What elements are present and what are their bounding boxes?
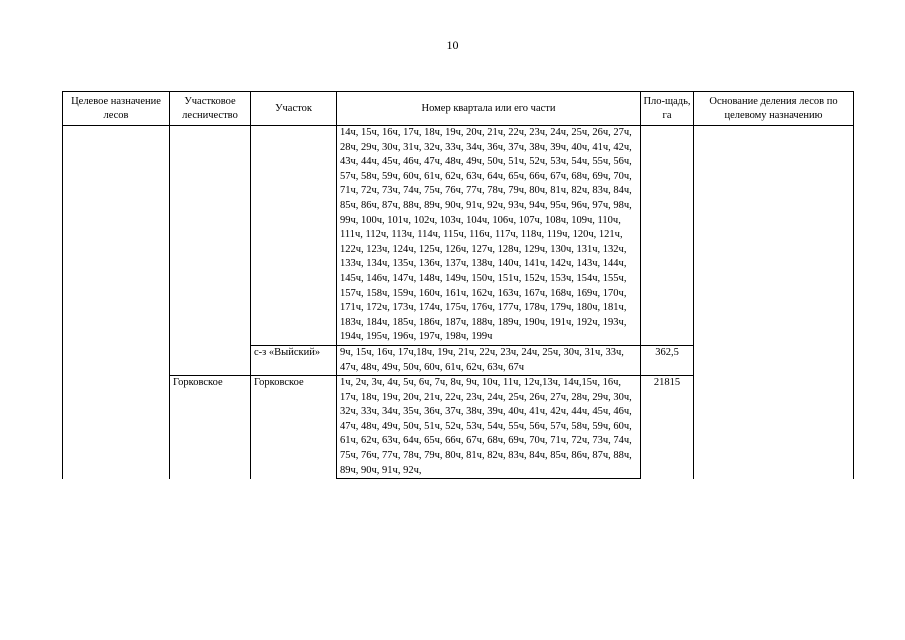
- page-number: 10: [446, 38, 459, 52]
- site-cell: с-з «Выйский»: [251, 345, 337, 375]
- header-area: Пло-щадь, га: [641, 92, 694, 126]
- quarters-cell: 9ч, 15ч, 16ч, 17ч,18ч, 19ч, 21ч, 22ч, 23ч, 24ч, 25ч, 30ч, 31ч, 33ч, 47ч, 48ч, 49ч, 50ч, 60ч, 61ч, 62ч, 63ч, 67ч: [337, 345, 641, 375]
- table-header-row: [63, 92, 854, 126]
- site-cell: Горковское: [251, 376, 337, 479]
- header-district: Участковое лесничество: [170, 92, 251, 126]
- basis-cell: [694, 126, 854, 479]
- header-purpose: Целевое назначение лесов: [63, 92, 170, 126]
- purpose-cell: [63, 126, 170, 479]
- area-cell: [641, 126, 694, 346]
- area-cell: 21815: [641, 376, 694, 479]
- header-site: Участок: [251, 92, 337, 126]
- header-quarters: Номер квартала или его части: [337, 92, 641, 126]
- district-cell: [170, 126, 251, 376]
- table-row: [63, 126, 854, 346]
- site-cell: [251, 126, 337, 346]
- district-cell: Горковское: [170, 376, 251, 479]
- forest-purpose-table: [62, 91, 854, 479]
- quarters-cell: 14ч, 15ч, 16ч, 17ч, 18ч, 19ч, 20ч, 21ч, 22ч, 23ч, 24ч, 25ч, 26ч, 27ч, 28ч, 29ч, 30ч, 31ч, 32ч, 33ч, 34ч, 36ч, 37ч, 38ч, 39ч, 40ч, 41ч, 42ч, 43ч, 44ч, 45ч, 46ч, 47ч, 48ч, 49ч, 50ч, 51ч, 52ч, 53ч, 54ч, 55ч, 56ч, 57ч, 58ч, 59ч, 60ч, 61ч, 62ч, 63ч, 64ч, 65ч, 66ч, 67ч, 68ч, 69ч, 70ч, 71ч, 72ч, 73ч, 74ч, 75ч, 76ч, 77ч, 78ч, 79ч, 80ч, 81ч, 82ч, 83ч, 84ч, 85ч, 86ч, 87ч, 88ч, 89ч, 90ч, 91ч, 92ч, 93ч, 94ч, 95ч, 96ч, 97ч, 98ч, 99ч, 100ч, 101ч, 102ч, 103ч, 104ч, 106ч, 107ч, 108ч, 109ч, 110ч, 111ч, 112ч, 113ч, 114ч, 115ч, 116ч, 117ч, 118ч, 119ч, 120ч, 121ч, 122ч, 123ч, 124ч, 125ч, 126ч, 127ч, 128ч, 129ч, 130ч, 131ч, 132ч, 133ч, 134ч, 135ч, 136ч, 137ч, 138ч, 140ч, 141ч, 142ч, 143ч, 144ч, 145ч, 146ч, 147ч, 148ч, 149ч, 150ч, 151ч, 152ч, 153ч, 154ч, 155ч, 157ч, 158ч, 159ч, 160ч, 161ч, 162ч, 163ч, 167ч, 168ч, 169ч, 170ч, 171ч, 172ч, 173ч, 174ч, 175ч, 176ч, 177ч, 178ч, 179ч, 180ч, 181ч, 183ч, 184ч, 185ч, 186ч, 187ч, 188ч, 189ч, 190ч, 191ч, 192ч, 193ч, 194ч, 195ч, 196ч, 197ч, 198ч, 199ч: [337, 126, 641, 346]
- area-cell: 362,5: [641, 345, 694, 375]
- header-basis: Основание деления лесов по целевому назначению: [694, 92, 854, 126]
- quarters-cell: 1ч, 2ч, 3ч, 4ч, 5ч, 6ч, 7ч, 8ч, 9ч, 10ч, 11ч, 12ч,13ч, 14ч,15ч, 16ч, 17ч, 18ч, 19ч, 20ч, 21ч, 22ч, 23ч, 24ч, 25ч, 26ч, 27ч, 28ч, 29ч, 30ч, 32ч, 33ч, 34ч, 35ч, 36ч, 37ч, 38ч, 39ч, 40ч, 41ч, 42ч, 44ч, 45ч, 46ч, 47ч, 48ч, 49ч, 50ч, 51ч, 52ч, 53ч, 54ч, 55ч, 56ч, 57ч, 58ч, 59ч, 60ч, 61ч, 62ч, 63ч, 64ч, 65ч, 66ч, 67ч, 68ч, 69ч, 70ч, 71ч, 72ч, 73ч, 74ч, 75ч, 76ч, 77ч, 78ч, 79ч, 80ч, 81ч, 82ч, 83ч, 84ч, 85ч, 86ч, 87ч, 88ч, 89ч, 90ч, 91ч, 92ч,: [337, 376, 641, 479]
